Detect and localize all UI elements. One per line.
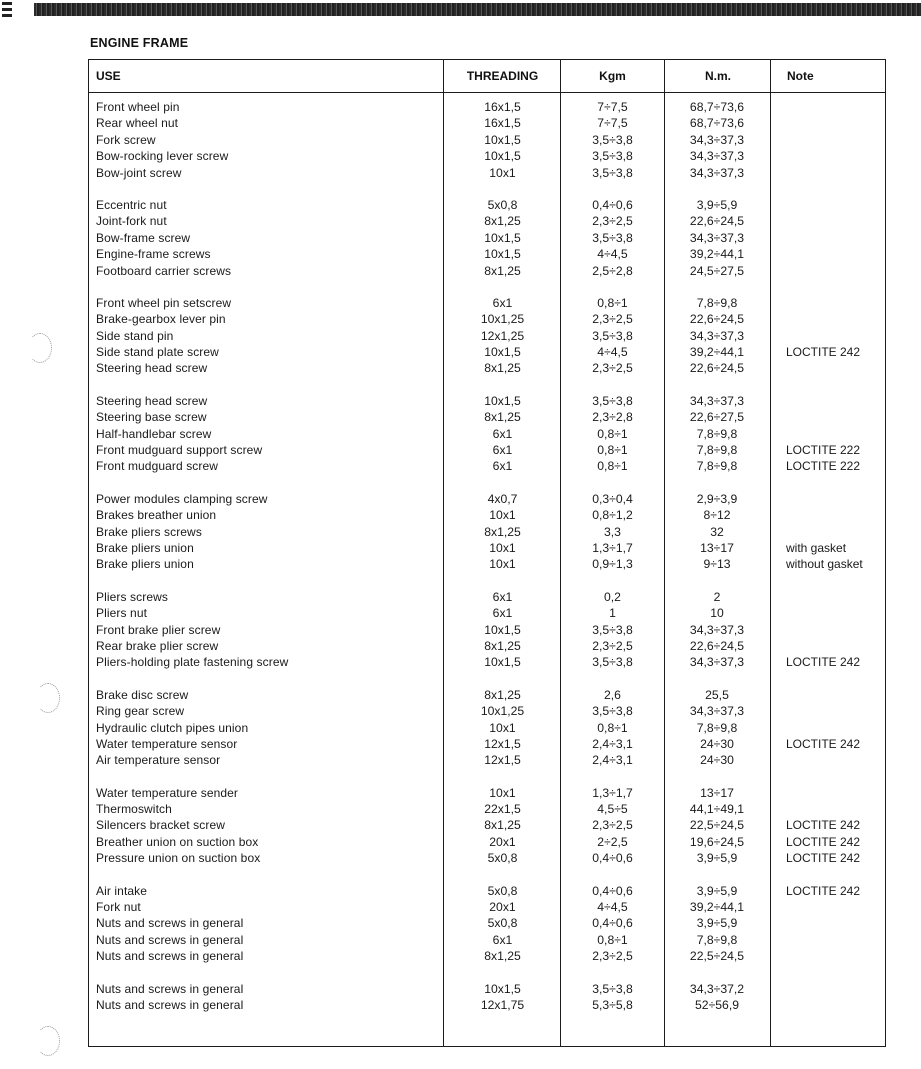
cell-threading: 10x1,25 [480, 312, 525, 327]
cell-kgm: 0,8÷1 [597, 720, 628, 735]
cell-threading: 10x1 [489, 165, 516, 180]
cell-threading: 12x1,25 [480, 328, 525, 343]
binder-hole-icon [36, 1026, 60, 1056]
cell-kgm: 3,5÷3,8 [592, 328, 633, 343]
table-row [89, 997, 885, 1013]
cell-note: LOCTITE 242 [786, 818, 861, 833]
cell-kgm: 3,5÷3,8 [592, 655, 633, 670]
header-rule [89, 92, 885, 93]
cell-kgm: 3,5÷3,8 [592, 165, 633, 180]
page-top-band [34, 3, 921, 16]
cell-kgm: 2,3÷2,5 [592, 638, 633, 653]
cell-nm: 8÷12 [703, 508, 731, 523]
cell-threading: 12x1,5 [484, 753, 521, 768]
cell-nm: 44,1÷49,1 [689, 802, 745, 817]
table-row [89, 246, 885, 262]
cell-use: Power modules clamping screw [96, 491, 268, 506]
cell-kgm: 3,3 [604, 524, 621, 539]
cell-kgm: 4÷4,5 [597, 345, 628, 360]
table-row [89, 605, 885, 621]
cell-kgm: 0,4÷0,6 [592, 197, 633, 212]
cell-use: Brake-gearbox lever pin [96, 312, 226, 327]
cell-nm: 34,3÷37,3 [689, 132, 745, 147]
cell-threading: 6x1 [492, 426, 513, 441]
table-row [89, 703, 885, 719]
table-row [89, 589, 885, 605]
cell-use: Water temperature sensor [96, 736, 238, 751]
table-row [89, 458, 885, 474]
table-row [89, 540, 885, 556]
table-row [89, 165, 885, 181]
cell-kgm: 3,5÷3,8 [592, 622, 633, 637]
cell-threading: 5x0,8 [487, 883, 518, 898]
cell-nm: 34,3÷37,3 [689, 328, 745, 343]
cell-nm: 3,9÷5,9 [696, 883, 738, 898]
cell-kgm: 4÷4,5 [597, 247, 628, 262]
cell-threading: 10x1,5 [484, 393, 521, 408]
cell-threading: 8x1,25 [484, 524, 521, 539]
binder-hole-icon [28, 333, 52, 363]
cell-threading: 20x1 [489, 834, 516, 849]
table-row [89, 736, 885, 752]
cell-use: Front wheel pin setscrew [96, 295, 232, 310]
table-row [89, 850, 885, 866]
table-body [89, 99, 885, 1013]
cell-nm: 22,6÷24,5 [689, 638, 745, 653]
cell-use: Side stand plate screw [96, 345, 219, 360]
cell-kgm: 3,5÷3,8 [592, 393, 633, 408]
cell-use: Nuts and screws in general [96, 997, 244, 1012]
cell-note: LOCTITE 242 [786, 851, 861, 866]
cell-note: with gasket [786, 540, 847, 555]
header-note: Note [787, 69, 814, 83]
table-row [89, 556, 885, 572]
cell-nm: 39,2÷44,1 [689, 247, 745, 262]
cell-use: Front mudguard screw [96, 459, 219, 474]
cell-kgm: 0,4÷0,6 [592, 851, 633, 866]
cell-kgm: 0,8÷1 [597, 443, 628, 458]
cell-threading: 5x0,8 [487, 197, 518, 212]
cell-nm: 68,7÷73,6 [689, 116, 745, 131]
cell-kgm: 0,8÷1 [597, 426, 628, 441]
cell-kgm: 0,4÷0,6 [592, 916, 633, 931]
cell-use: Steering head screw [96, 393, 208, 408]
cell-use: Front brake plier screw [96, 622, 221, 637]
cell-use: Hydraulic clutch pipes union [96, 720, 249, 735]
cell-kgm: 2,6 [604, 687, 621, 702]
table-row [89, 785, 885, 801]
table-row [89, 99, 885, 115]
cell-note: LOCTITE 242 [786, 345, 861, 360]
table-row [89, 720, 885, 736]
cell-note: LOCTITE 242 [786, 655, 861, 670]
cell-threading: 20x1 [489, 900, 516, 915]
cell-use: Fork screw [96, 132, 156, 147]
table-row [89, 981, 885, 997]
table-row [89, 622, 885, 638]
cell-note: LOCTITE 242 [786, 834, 861, 849]
cell-kgm: 2,4÷3,1 [592, 753, 633, 768]
cell-kgm: 3,5÷3,8 [592, 230, 633, 245]
cell-threading: 10x1,5 [484, 622, 521, 637]
cell-kgm: 3,5÷3,8 [592, 704, 633, 719]
header-kgm: Kgm [599, 69, 626, 83]
cell-use: Brake pliers screws [96, 524, 202, 539]
cell-nm: 7,8÷9,8 [696, 443, 738, 458]
cell-use: Nuts and screws in general [96, 981, 244, 996]
cell-threading: 5x0,8 [487, 916, 518, 931]
cell-use: Pliers nut [96, 606, 148, 621]
cell-use: Rear wheel nut [96, 116, 179, 131]
cell-kgm: 2,3÷2,5 [592, 361, 633, 376]
cell-use: Brake disc screw [96, 687, 189, 702]
cell-use: Side stand pin [96, 328, 174, 343]
cell-nm: 34,3÷37,3 [689, 149, 745, 164]
table-row [89, 524, 885, 540]
cell-kgm: 3,5÷3,8 [592, 149, 633, 164]
cell-threading: 10x1,5 [484, 132, 521, 147]
cell-threading: 16x1,5 [484, 100, 521, 114]
cell-use: Steering head screw [96, 361, 208, 376]
cell-nm: 2 [713, 589, 721, 604]
header-threading: THREADING [466, 69, 539, 83]
cell-use: Brake pliers union [96, 540, 194, 555]
cell-note: LOCTITE 242 [786, 883, 861, 898]
cell-kgm: 3,5÷3,8 [592, 981, 633, 996]
cell-note: LOCTITE 242 [786, 736, 861, 751]
cell-threading: 4x0,7 [487, 491, 518, 506]
cell-nm: 32 [710, 524, 724, 539]
table-row [89, 883, 885, 899]
cell-threading: 10x1 [489, 557, 516, 572]
header-use: USE [96, 69, 121, 83]
cell-threading: 5x0,8 [487, 851, 518, 866]
cell-use: Front mudguard support screw [96, 443, 263, 458]
table-row [89, 507, 885, 523]
cell-use: Nuts and screws in general [96, 949, 244, 964]
cell-threading: 12x1,75 [480, 997, 525, 1012]
cell-nm: 24,5÷27,5 [689, 263, 745, 278]
table-row [89, 148, 885, 164]
cell-threading: 10x1 [489, 540, 516, 555]
table-row [89, 132, 885, 148]
cell-threading: 8x1,25 [484, 263, 521, 278]
cell-kgm: 5,3÷5,8 [592, 997, 633, 1012]
header-nm: N.m. [704, 69, 731, 83]
cell-nm: 34,3÷37,3 [689, 655, 745, 670]
cell-kgm: 0,8÷1 [597, 295, 628, 310]
cell-nm: 68,7÷73,6 [689, 100, 745, 114]
table-row [89, 817, 885, 833]
cell-use: Steering base screw [96, 410, 207, 425]
cell-use: Footboard carrier screws [96, 263, 232, 278]
cell-use: Thermoswitch [96, 802, 172, 817]
table-row [89, 197, 885, 213]
cell-threading: 10x1,25 [480, 704, 525, 719]
cell-nm: 7,8÷9,8 [696, 932, 738, 947]
cell-nm: 7,8÷9,8 [696, 295, 738, 310]
cell-kgm: 1 [609, 606, 616, 621]
table-row [89, 230, 885, 246]
cell-use: Ring gear screw [96, 704, 185, 719]
table-row [89, 115, 885, 131]
table-row [89, 687, 885, 703]
cell-kgm: 0,3÷0,4 [592, 491, 633, 506]
table-row [89, 360, 885, 376]
cell-kgm: 0,8÷1,2 [592, 508, 633, 523]
cell-kgm: 0,2 [604, 589, 621, 604]
cell-nm: 19,6÷24,5 [689, 834, 745, 849]
cell-nm: 22,6÷24,5 [689, 361, 745, 376]
cell-threading: 8x1,25 [484, 214, 521, 229]
cell-kgm: 2,3÷2,5 [592, 214, 633, 229]
cell-nm: 3,9÷5,9 [696, 916, 738, 931]
cell-use: Front wheel pin [96, 100, 180, 114]
cell-kgm: 1,3÷1,7 [592, 540, 633, 555]
binder-hole-icon [36, 683, 60, 713]
cell-use: Brake pliers union [96, 557, 194, 572]
table-row [89, 654, 885, 670]
cell-threading: 8x1,25 [484, 687, 521, 702]
table-row [89, 393, 885, 409]
cell-nm: 22,6÷27,5 [689, 410, 745, 425]
cell-nm: 3,9÷5,9 [696, 851, 738, 866]
table-row [89, 409, 885, 425]
cell-kgm: 0,4÷0,6 [592, 883, 633, 898]
cell-nm: 10 [710, 606, 724, 621]
cell-nm: 7,8÷9,8 [696, 459, 738, 474]
cell-use: Engine-frame screws [96, 247, 211, 262]
cell-kgm: 3,5÷3,8 [592, 132, 633, 147]
cell-kgm: 7÷7,5 [597, 116, 628, 131]
table-row [89, 899, 885, 915]
cell-kgm: 2÷2,5 [597, 834, 628, 849]
cell-nm: 34,3÷37,3 [689, 230, 745, 245]
cell-nm: 34,3÷37,2 [689, 981, 745, 996]
cell-kgm: 2,4÷3,1 [592, 736, 633, 751]
cell-threading: 8x1,25 [484, 361, 521, 376]
cell-kgm: 2,3÷2,5 [592, 312, 633, 327]
cell-threading: 8x1,25 [484, 818, 521, 833]
cell-kgm: 1,3÷1,7 [592, 785, 633, 800]
cell-use: Rear brake plier screw [96, 638, 219, 653]
cell-nm: 7,8÷9,8 [696, 426, 738, 441]
cell-threading: 8x1,25 [484, 638, 521, 653]
cell-kgm: 2,5÷2,8 [592, 263, 633, 278]
cell-threading: 12x1,5 [484, 736, 521, 751]
cell-kgm: 0,8÷1 [597, 932, 628, 947]
cell-nm: 34,3÷37,3 [689, 393, 745, 408]
table-row [89, 328, 885, 344]
table-row [89, 752, 885, 768]
corner-marks [0, 2, 30, 18]
cell-nm: 34,3÷37,3 [689, 622, 745, 637]
cell-use: Bow-rocking lever screw [96, 149, 229, 164]
cell-threading: 6x1 [492, 295, 513, 310]
cell-threading: 10x1 [489, 508, 516, 523]
cell-use: Silencers bracket screw [96, 818, 226, 833]
table-row [89, 834, 885, 850]
table-row [89, 295, 885, 311]
cell-threading: 10x1,5 [484, 981, 521, 996]
cell-kgm: 2,3÷2,5 [592, 949, 633, 964]
cell-use: Air intake [96, 883, 148, 898]
cell-nm: 39,2÷44,1 [689, 345, 745, 360]
cell-use: Water temperature sender [96, 785, 239, 800]
cell-note: LOCTITE 222 [786, 443, 861, 458]
cell-use: Nuts and screws in general [96, 932, 244, 947]
cell-threading: 6x1 [492, 606, 513, 621]
cell-nm: 52÷56,9 [695, 997, 739, 1012]
cell-nm: 13÷17 [700, 540, 734, 555]
cell-nm: 7,8÷9,8 [696, 720, 738, 735]
cell-nm: 9÷13 [703, 557, 731, 572]
table-row [89, 213, 885, 229]
cell-use: Pliers screws [96, 589, 168, 604]
cell-threading: 6x1 [492, 932, 513, 947]
table-row [89, 801, 885, 817]
cell-threading: 16x1,5 [484, 116, 521, 131]
cell-note: LOCTITE 222 [786, 459, 861, 474]
cell-kgm: 2,3÷2,8 [592, 410, 633, 425]
table-row [89, 948, 885, 964]
cell-threading: 10x1,5 [484, 655, 521, 670]
cell-kgm: 4,5÷5 [597, 802, 628, 817]
cell-nm: 22,6÷24,5 [689, 312, 745, 327]
cell-use: Half-handlebar screw [96, 426, 212, 441]
cell-threading: 6x1 [492, 589, 513, 604]
cell-use: Eccentric nut [96, 197, 167, 212]
cell-kgm: 4÷4,5 [597, 900, 628, 915]
cell-kgm: 0,9÷1,3 [592, 557, 633, 572]
cell-threading: 10x1,5 [484, 345, 521, 360]
cell-use: Pliers-holding plate fastening screw [96, 655, 289, 670]
cell-nm: 2,9÷3,9 [696, 491, 738, 506]
torque-table [88, 59, 886, 1047]
cell-kgm: 2,3÷2,5 [592, 818, 633, 833]
cell-use: Bow-frame screw [96, 230, 191, 245]
cell-nm: 3,9÷5,9 [696, 197, 738, 212]
cell-threading: 10x1,5 [484, 149, 521, 164]
cell-nm: 24÷30 [700, 736, 734, 751]
cell-nm: 13÷17 [700, 785, 734, 800]
cell-use: Bow-joint screw [96, 165, 182, 180]
cell-kgm: 0,8÷1 [597, 459, 628, 474]
table-row [89, 442, 885, 458]
cell-threading: 10x1,5 [484, 247, 521, 262]
table-row [89, 344, 885, 360]
cell-threading: 10x1,5 [484, 230, 521, 245]
cell-nm: 39,2÷44,1 [689, 900, 745, 915]
cell-nm: 34,3÷37,3 [689, 165, 745, 180]
table-row [89, 263, 885, 279]
cell-use: Brakes breather union [96, 508, 217, 523]
cell-use: Air temperature sensor [96, 753, 221, 768]
cell-threading: 10x1 [489, 785, 516, 800]
cell-nm: 22,5÷24,5 [689, 949, 745, 964]
table-row [89, 426, 885, 442]
cell-use: Pressure union on suction box [96, 851, 261, 866]
cell-threading: 8x1,25 [484, 410, 521, 425]
section-title: ENGINE FRAME [90, 36, 189, 50]
cell-use: Joint-fork nut [96, 214, 167, 229]
cell-threading: 8x1,25 [484, 949, 521, 964]
cell-use: Breather union on suction box [96, 834, 259, 849]
cell-nm: 22,6÷24,5 [689, 214, 745, 229]
cell-nm: 24÷30 [700, 753, 734, 768]
table-row [89, 915, 885, 931]
cell-note: without gasket [786, 557, 863, 572]
cell-nm: 34,3÷37,3 [689, 704, 745, 719]
cell-threading: 6x1 [492, 459, 513, 474]
cell-use: Fork nut [96, 900, 141, 915]
cell-kgm: 7÷7,5 [597, 100, 628, 114]
cell-threading: 10x1 [489, 720, 516, 735]
cell-nm: 25,5 [705, 687, 729, 702]
cell-threading: 6x1 [492, 443, 513, 458]
table-row [89, 491, 885, 507]
cell-nm: 22,5÷24,5 [689, 818, 745, 833]
cell-use: Nuts and screws in general [96, 916, 244, 931]
table-row [89, 638, 885, 654]
table-row [89, 311, 885, 327]
table-row [89, 932, 885, 948]
cell-threading: 22x1,5 [484, 802, 521, 817]
